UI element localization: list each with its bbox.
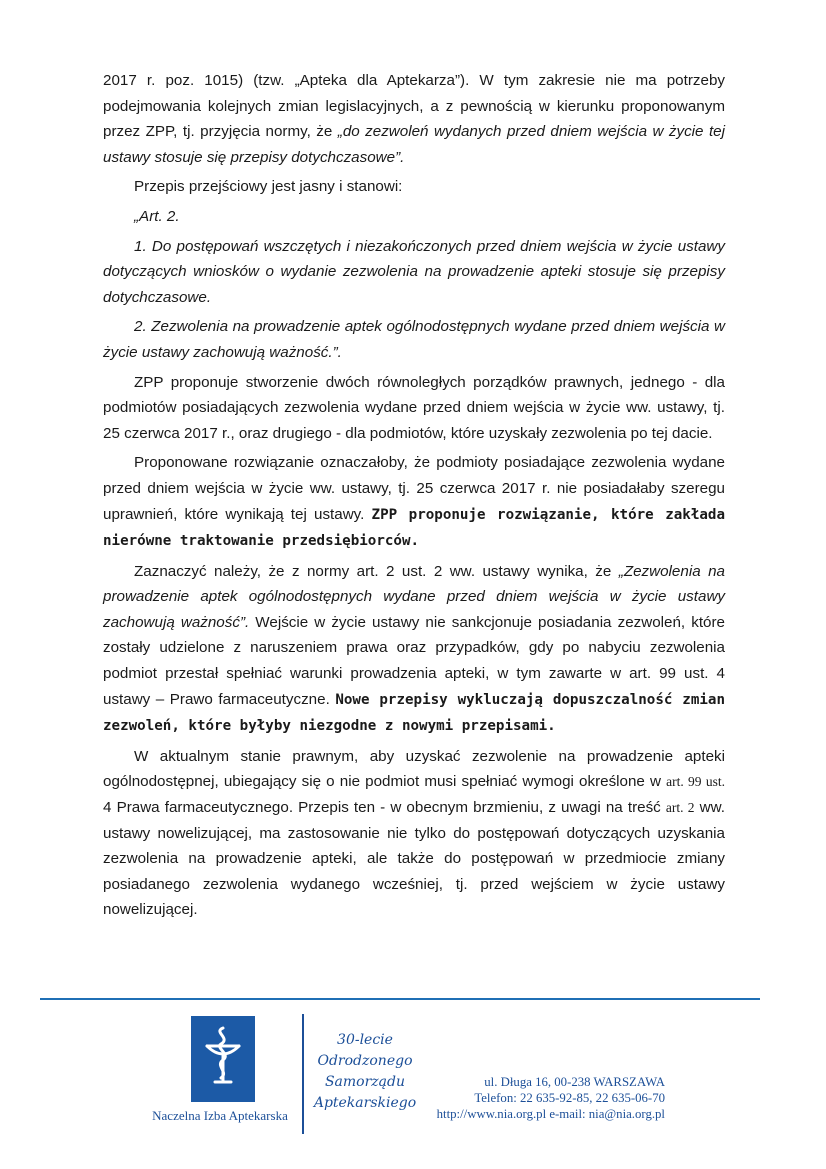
contact-info [420,1074,665,1122]
paragraph [103,559,725,740]
emphasis-text: ZPP proponuje rozwiązanie, które zakłada nierówne traktowanie przedsiębiorców. [103,506,725,550]
paragraph [103,68,725,170]
phone: Telefon: 22 635-92-85, 22 635-06-70 [474,1091,665,1105]
document-body [103,68,725,927]
text-run: Proponowane rozwiązanie oznaczałoby, że podmioty posiadające zezwolenia wydane przed dniem wejścia w życie ww. ustawy, tj. 25 czerwca 2017 r. nie posiadałaby szeregu uprawnień, które wynikają tej ustawy. [103,454,725,523]
nia-logo [140,1016,300,1126]
address: ul. Długa 16, 00-238 WARSZAWA [484,1075,665,1089]
text-run: art. 2 [665,800,695,816]
paragraph: ZPP proponuje stworzenie dwóch równoległych porządków prawnych, jednego - dla podmiotów posiadających zezwolenia wydane przed dniem wejścia w życie ww. ustawy, tj. 25 czerwca 2017 r., oraz drugiego - dla podmiotów, które uzyskały zezwolenia po tej dacie. [103,373,725,442]
jubilee-line: Odrodzonego [317,1053,413,1069]
footer-divider [40,998,760,1000]
quoted-norm: „Zezwolenia na prowadzenie aptek ogólnodostępnych wydane przed dniem wejścia w życie ustawy zachowują ważność”. [103,562,725,631]
text-run: Zaznaczyć należy, że z normy art. 2 ust. 2 ww. ustawy wynika, że [134,562,619,580]
emphasis-text: Nowe przepisy wykluczają dopuszczalność zmian zezwoleń, które byłyby niezgodne z nowymi przepisami. [103,691,725,735]
organization-name: Naczelna Izba Aptekarska [152,1108,288,1123]
text-run: 2017 r. poz. 1015) (tzw. „Apteka dla Aptekarza”). W tym zakresie nie ma potrzeby podejmowania kolejnych zmian legislacyjnych, a z pewnością w kierunku proponowanym przez ZPP, tj. przyjęcia normy, że [103,72,725,141]
web-and-email: http://www.nia.org.pl e-mail: nia@nia.org.pl [436,1107,665,1121]
footer-vertical-divider [302,1014,304,1134]
paragraph: Przepis przejściowy jest jasny i stanowi: [134,178,403,196]
jubilee-line: 30-lecie [337,1032,393,1048]
bowl-of-hygieia-graphic [191,1016,255,1102]
text-run: 4 Prawa farmaceutycznego. Przepis ten - w obecnym brzmieniu, z uwagi na treść [103,799,666,817]
quoted-norm: „do zezwoleń wydanych przed dniem wejścia w życie tej ustawy stosuje się przepisy dotychczasowe”. [103,123,725,166]
text-run: ww. ustawy nowelizującej, ma zastosowanie nie tylko do postępowań dotyczących uzyskania zezwolenia na prowadzenie apteki, ale także do postępowań w przedmiocie zmiany posiadanego zezwolenia wydanego wcześniej, tj. przed wejściem w życie ustawy nowelizującej. [103,799,725,919]
jubilee-line: Samorządu [324,1074,406,1090]
article-point-text: 2. Zezwolenia na prowadzenie aptek ogólnodostępnych wydane przed dniem wejścia w życie ustawy zachowują ważność.”. [103,318,725,361]
text-run: Wejście w życie ustawy nie sankcjonuje posiadania zezwoleń, które zostały udzielone z naruszeniem prawa oraz przypadków, gdy po nabyciu zezwolenia podmiot przestał spełniać warunki prowadzenia apteki, w tym zawarte w art. 99 ust. 4 ustawy – Prawo farmaceutyczne. [103,613,725,708]
article-point-text: 1. Do postępowań wszczętych i niezakończonych przed dniem wejścia w życie ustawy dotyczących wniosków o wydanie zezwolenia na prowadzenie apteki stosuje się przepisy dotychczasowe. [103,237,725,306]
paragraph [103,744,725,923]
paragraph [103,450,725,554]
article-heading [103,204,725,230]
text-run: art. 99 ust. [666,774,725,790]
bowl-of-hygieia-icon [191,1016,255,1102]
jubilee-mark [310,1030,420,1114]
article-point-1 [103,234,725,311]
text-run: W aktualnym stanie prawnym, aby uzyskać zezwolenie na prowadzenie apteki ogólnodostępnej, ubiegający się o nie podmiot musi spełniać wymogi określone w [103,747,725,791]
jubilee-line: Aptekarskiego [313,1095,417,1111]
article-label: „Art. 2. [134,207,180,225]
article-point-2 [103,314,725,365]
